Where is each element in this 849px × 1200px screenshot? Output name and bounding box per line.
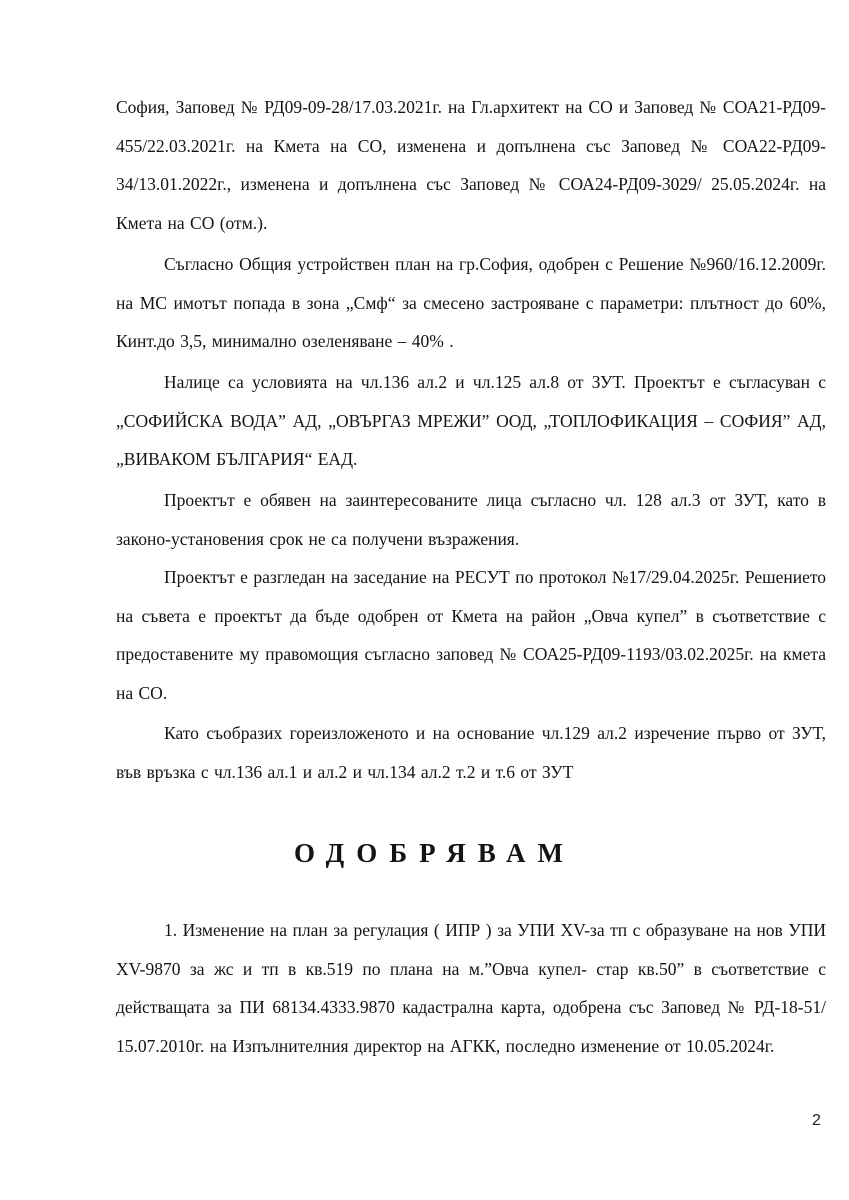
page-number: 2 (812, 1112, 821, 1129)
paragraph-general-plan: Съгласно Общия устройствен план на гр.София, одобрен с Решение №960/16.12.2009г. на МС имотът попада в зона „Смф“ за смесено застрояване с параметри: плътност до 60%, Кинт.до 3,5, минимално озеленяване – 40% . (116, 254, 826, 351)
paragraph-conditions-agreements: Налице са условията на чл.136 ал.2 и чл.125 ал.8 от ЗУТ. Проектът е съгласуван с „СОФИЙСКА ВОДА” АД, „ОВЪРГАЗ МРЕЖИ” ООД, „ТОПЛОФИКАЦИЯ – СОФИЯ” АД, „ВИВАКОМ БЪЛГАРИЯ“ ЕАД. (116, 372, 826, 469)
paragraph-order-references: София, Заповед № РД09-09-28/17.03.2021г. на Гл.архитект на СО и Заповед № СОА21-РД09-455/22.03.2021г. на Кмета на СО, изменена и допълнена със Заповед № СОА22-РД09-34/13.01.2022г., изменена и допълнена със Заповед № СОА24-РД09-3029/ 25.05.2024г. на Кмета на СО (отм.). (116, 97, 826, 233)
approval-item-1: 1. Изменение на план за регулация ( ИПР ) за УПИ XV-за тп с образуване на нов УПИ XV-9870 за жс и тп в кв.519 по плана на м.”Овча купел- стар кв.50” в съответствие с действащата за ПИ 68134.4333.9870 кадастрална карта, одобрена със Заповед № РД-18-51/ 15.07.2010г. на Изпълнителния директор на АГКК, последно изменение от 10.05.2024г. (116, 920, 826, 1056)
paragraph-resut-decision: Проектът е разгледан на заседание на РЕСУТ по протокол №17/29.04.2025г. Решението на съвета е проектът да бъде одобрен от Кмета на район „Овча купел” в съответствие с предоставените му правомощия съгласно заповед № СОА25-РД09-1193/03.02.2025г. на кмета на СО. (116, 567, 826, 703)
approval-heading: ОДОБРЯВАМ (293, 838, 576, 868)
paragraph-legal-basis: Като съобразих гореизложеното и на основание чл.129 ал.2 изречение първо от ЗУТ, във връзка с чл.136 ал.1 и ал.2 и чл.134 ал.2 т.2 и т.6 от ЗУТ (116, 723, 826, 782)
paragraph-announcement: Проектът е обявен на заинтересованите лица съгласно чл. 128 ал.3 от ЗУТ, като в законо-установения срок не са получени възражения. (116, 490, 826, 549)
